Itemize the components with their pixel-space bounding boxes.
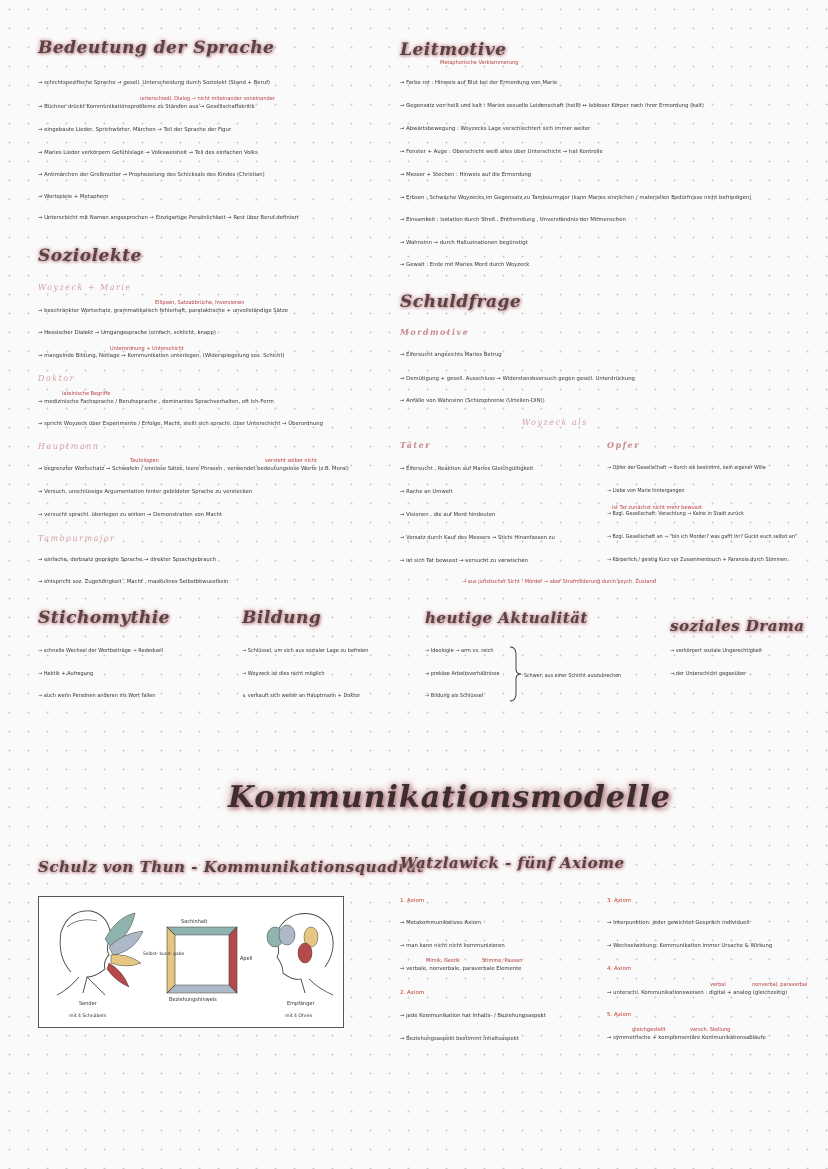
taeter-line-5: → ist sich Tat bewusst → versucht zu verwischen	[400, 558, 528, 564]
opfer-line-4: → Bzgl. Gesellschaft an → "bin ich Morder? was gafft ihr? Guckt euch selbst an"	[607, 535, 798, 540]
beak-red	[107, 963, 129, 987]
aktual-line-3: → Bildung als Schlüssel	[425, 693, 484, 699]
leit-line-9: → Gewalt : Ende mit Maries Mord durch Woyzeck	[400, 262, 530, 268]
label-appell: Apell	[240, 956, 253, 962]
leit-line-8: → Wahnsinn → durch Halluzinationen begünstigt	[400, 240, 528, 246]
axiom-4-note-nonverbal: nonverbal, paraverbal	[752, 982, 808, 988]
axiom-1-heading: 1. Axiom	[400, 898, 425, 904]
opfer-line-1: → Opfer der Gesellschaft → durch sie bestimmt, kein eigener Wille	[607, 466, 766, 471]
schulz-diagram	[39, 897, 343, 1027]
sticho-line-2: → Hektik + Aufregung	[38, 671, 94, 677]
heading-schuldfrage: Schuldfrage	[400, 292, 522, 312]
leit-line-3: → Abwärtsbewegung : Woyzecks Lage verschlechtert sich immer weiter	[400, 126, 591, 132]
sender-figure	[57, 911, 111, 995]
schulz-diagram-frame	[38, 896, 344, 1028]
sender-label: Sender	[79, 1001, 97, 1007]
ear-blue	[279, 925, 295, 945]
heading-stichomythie: Stichomythie	[38, 608, 170, 628]
taeter-line-4: → Vorsatz durch Kauf des Messers → Stichi Hinanfassen zu	[400, 535, 555, 541]
hauptmann-line-3: → versucht sprachl. überlegen zu wirken → Demonstration von Macht	[38, 512, 222, 518]
heading-bildung: Bildung	[242, 608, 322, 628]
beak-yellow	[111, 955, 141, 966]
note-versteht: versteht selber nicht	[265, 458, 317, 464]
aktual-line-1: → Ideologie → arm vs. reich	[425, 648, 494, 654]
label-sachinhalt: Sachinhalt	[181, 919, 208, 925]
taeter-line-3: → Visionen , die auf Mord hindeuten	[400, 512, 496, 518]
curly-bracket	[508, 645, 522, 703]
wm-line-2: → Hessischer Dialekt → Umgangssprache (einfach, schlicht, knapp)	[38, 330, 216, 336]
bedeutung-line-2: → Büchner drückt Kommunikationsprobleme zu Ständen aus → Gesellschaftskritik	[38, 104, 255, 110]
sub-tambourmajor: Tambourmajor	[38, 534, 116, 543]
sticho-line-1: → schnelle Wechsel der Wortbeiträge → Rededuell	[38, 648, 164, 654]
doktor-line-1: → medizinische Fachsprache / Berufssprache , dominantes Sprachverhalten, oft Ich-Form	[38, 399, 274, 405]
drama-line-1: → verkörpert soziale Ungerechtigkeit	[670, 648, 763, 654]
opfer-line-3: → Bzgl. Gesellschaft: Verachtung → Keine in Stadt zurück	[607, 512, 744, 517]
opfer-line-2: → Liebe von Marie hintergangen	[607, 489, 685, 494]
page-title-kommunikation: Kommunikationsmodelle	[228, 780, 671, 815]
note-ellipsen: Ellipsen, Satzabbrüche, Inversionen	[155, 300, 245, 306]
schuld-bottom-note: → aus juristischer Sicht : Mörder → aber Strafmilderung durch psych. Zustand	[462, 579, 656, 585]
drama-line-2: → der Unterschicht gegenüber	[670, 671, 747, 677]
axiom-5-note-versch: versch. Stellung	[690, 1027, 731, 1033]
bedeutung-line-6: → Wortspiele + Metaphern	[38, 194, 109, 200]
hauptmann-line-2: → Versuch, unschlüssige Argumentation hinter gebildeter Sprache zu verstecken	[38, 489, 253, 495]
heading-leitmotive: Leitmotive	[400, 40, 507, 60]
taeter-line-1: → Eifersucht , Reaktion auf Maries Gleichgültigkeit	[400, 466, 534, 472]
tambour-line-1: → einfache, derbsatz geprägte Sprache → direkter Sprachgebrauch	[38, 557, 217, 563]
hauptmann-line-1: → begrenzter Wortschatz → Schwafeln / sinnlose Sätze, leere Phrasen , verwendet bedeutungslose Worte (z.B. Moral)	[38, 466, 349, 472]
leit-line-5: → Messer + Stechen : Hinweis auf die Ermordung	[400, 172, 532, 178]
bildung-line-1: → Schlüssel, um sich aus sozialer Lage zu befreien	[242, 648, 369, 654]
bedeutung-line-7: → Unterschicht mit Namen angesprochen → Einzigartige Persönlichkeit → Rest über Beruf definiert	[38, 215, 299, 221]
heading-drama: soziales Drama	[670, 617, 805, 635]
bedeutung-line-5: → Antimärchen der Großmutter → Prophezeiung des Schicksals des Kindes (Christian)	[38, 172, 265, 178]
tambour-line-2: → entspricht soz. Zugehörigkeit , Macht , maskulines Selbstbewusstsein	[38, 579, 229, 585]
leit-line-6: → Erbsen : Schwäche Woyzecks im Gegensatz zu Tambourmajor (kann Maries sinnlichen / materiellen Bedürfnisse nicht befriedigen)	[400, 195, 752, 201]
leitmotive-sub: Metaphorische Verklammerung	[440, 60, 519, 66]
ear-red	[298, 943, 312, 963]
schuld-line-3: → Anfälle von Wahnsinn (Schizophrenie (Urteilen-DIN))	[400, 398, 545, 404]
schuld-line-2: → Demütigung + gesell. Ausschluss → Widerstandsversuch gegen gesell. Unterdrückung	[400, 376, 635, 382]
doktor-line-2: → spricht Woyzeck über Experimente / Erfolge, Macht, stellt sich sprachl. über Unterschicht → Überordnung	[38, 421, 323, 427]
sub-doktor: Doktor	[38, 374, 75, 383]
leit-line-1: → Farbe rot : Hinweis auf Blut bei der Ermordung von Marie	[400, 80, 558, 86]
sub-hauptmann: Hauptmann	[38, 442, 100, 451]
note-tat-bewusst: ist Tat zunächst nicht mehr bewusst	[612, 505, 702, 511]
label-beziehung: Beziehungshinweis	[169, 997, 217, 1003]
axiom-1-line-1: → Metakommunikatives Axiom	[400, 920, 482, 926]
axiom-3-heading: 3. Axiom	[607, 898, 632, 904]
schuld-line-1: → Eifersucht angesichts Maries Betrug	[400, 352, 502, 358]
sub-opfer: Opfer	[607, 440, 640, 450]
aktual-line-2: → prekäre Arbeitsverhältnisse	[425, 671, 500, 677]
heading-soziolekte: Soziolekte	[38, 246, 142, 266]
heading-aktualitaet: heutige Aktualität	[425, 609, 588, 627]
sub-taeter: Täter	[400, 440, 431, 450]
bedeutung-line-4: → Maries Lieder verkörpern Gefühlslage → Volksweisheit → Teil des einfachen Volks	[38, 150, 258, 156]
bildung-line-3: ↳ verkauft sich weiter an Hauptmann + Doktor	[242, 693, 361, 699]
sub-mordmotive: Mordmotive	[400, 327, 470, 337]
sticho-line-3: → auch wenn Personen anderen ins Wort fallen	[38, 693, 156, 699]
taeter-line-2: → Rache an Umwelt	[400, 489, 453, 495]
axiom-5-heading: 5. Axiom	[607, 1012, 632, 1018]
leit-line-4: → Fenster + Auge : Oberschicht weiß alles über Unterschicht → hat Kontrolle	[400, 149, 603, 155]
axiom-3-line-2: → Wechselwirkung: Kommunikation immer Ursache & Wirkung	[607, 943, 773, 949]
bedeutung-line-3: → eingebaute Lieder, Sprichwörter, Märchen → Teil der Sprache der Figur	[38, 127, 232, 133]
leit-line-2: → Gegensatz von heiß und kalt : Maries sexuelle Leidenschaft (heiß) ↔ lebloser Körper nach ihrer Ermordung (kalt)	[400, 103, 704, 109]
leit-line-7: → Einsamkeit : Isolation durch Streß , Entfremdung , Unverständnis der Mitmenschen	[400, 217, 626, 223]
axiom-2-line-2: → Beziehungsaspekt bestimmt Inhaltsaspekt	[400, 1036, 519, 1042]
wm-line-3: → mangelnde Bildung, Notlage → Kommunikation unterlegen, (Widerspiegelung soz. Schicht)	[38, 353, 285, 359]
axiom-5-line-1: → symmetrische + komplementäre Kommunikationsabläufe	[607, 1035, 766, 1041]
receiver-sub-label: mit 4 Ohren	[285, 1014, 313, 1019]
axiom-2-heading: 2. Axiom	[400, 990, 425, 996]
note-lateinisch: lateinische Begriffe	[62, 391, 111, 397]
receiver-label: Empfänger	[287, 1001, 315, 1007]
wm-line-1: → beschränkter Wortschatz, grammatikalisch fehlerhaft, parataktische + unvollständige Sätze	[38, 308, 289, 314]
axiom-1-line-3: → verbale, nonverbale, paraverbale Elemente	[400, 966, 522, 972]
bildung-line-2: → Woyzeck ist dies nicht möglich	[242, 671, 325, 677]
sender-sub-label: mit 4 Schnäbeln	[69, 1014, 107, 1019]
heading-schulz: Schulz von Thun - Kommunikationsquadrat	[38, 858, 425, 876]
communication-square	[167, 927, 237, 993]
heading-watzlawick: Watzlawick - fünf Axiome	[400, 854, 625, 872]
axiom-4-note-verbal: verbal	[710, 982, 726, 988]
sub-woyzeck-als: Woyzeck als	[522, 418, 588, 427]
aktual-bracket-text: Schwer, aus einer Schicht auszubrechen	[524, 674, 622, 679]
axiom-3-line-1: → Interpunktion: jeder gewichtet Gespräch individuell	[607, 920, 750, 926]
axiom-4-heading: 4. Axiom	[607, 966, 632, 972]
sub-woyzeck-marie: Woyzeck + Marie	[38, 283, 132, 292]
axiom-1-line-2: → man kann nicht nicht kommunizieren	[400, 943, 505, 949]
opfer-line-5: → Körperlich / geistig Kurz vor Zusammenbruch + Paranoia durch Stimmen	[607, 558, 788, 563]
axiom-1-note-stimme: Stimme, Pausen	[482, 958, 523, 964]
heading-bedeutung: Bedeutung der Sprache	[38, 38, 275, 58]
note-tautologien: Tautologien	[130, 458, 159, 464]
axiom-5-note-gleich: gleichgestellt	[632, 1027, 666, 1033]
axiom-4-line-1: → unterschl. Kommunikationsweisen : digital + analog (gleichzeitig)	[607, 990, 788, 996]
axiom-2-line-1: → jede Kommunikation hat Inhalts- / Beziehungsaspekt	[400, 1013, 546, 1019]
note-unterordnung: Unterordnung + Unterschicht	[110, 346, 184, 352]
axiom-1-note-mimik: Mimik, Gestik	[426, 958, 460, 964]
bedeutung-line-1: → schichtspezifische Sprache → gesell. Unterscheidung durch Soziolekt (Stand + Beruf)	[38, 80, 270, 86]
bedeutung-note-dialog: unterschiedl. Dialog → nicht miteinander voneinander	[140, 96, 275, 102]
label-selbstkundgabe: Selbst- kund- gabe	[143, 952, 185, 957]
